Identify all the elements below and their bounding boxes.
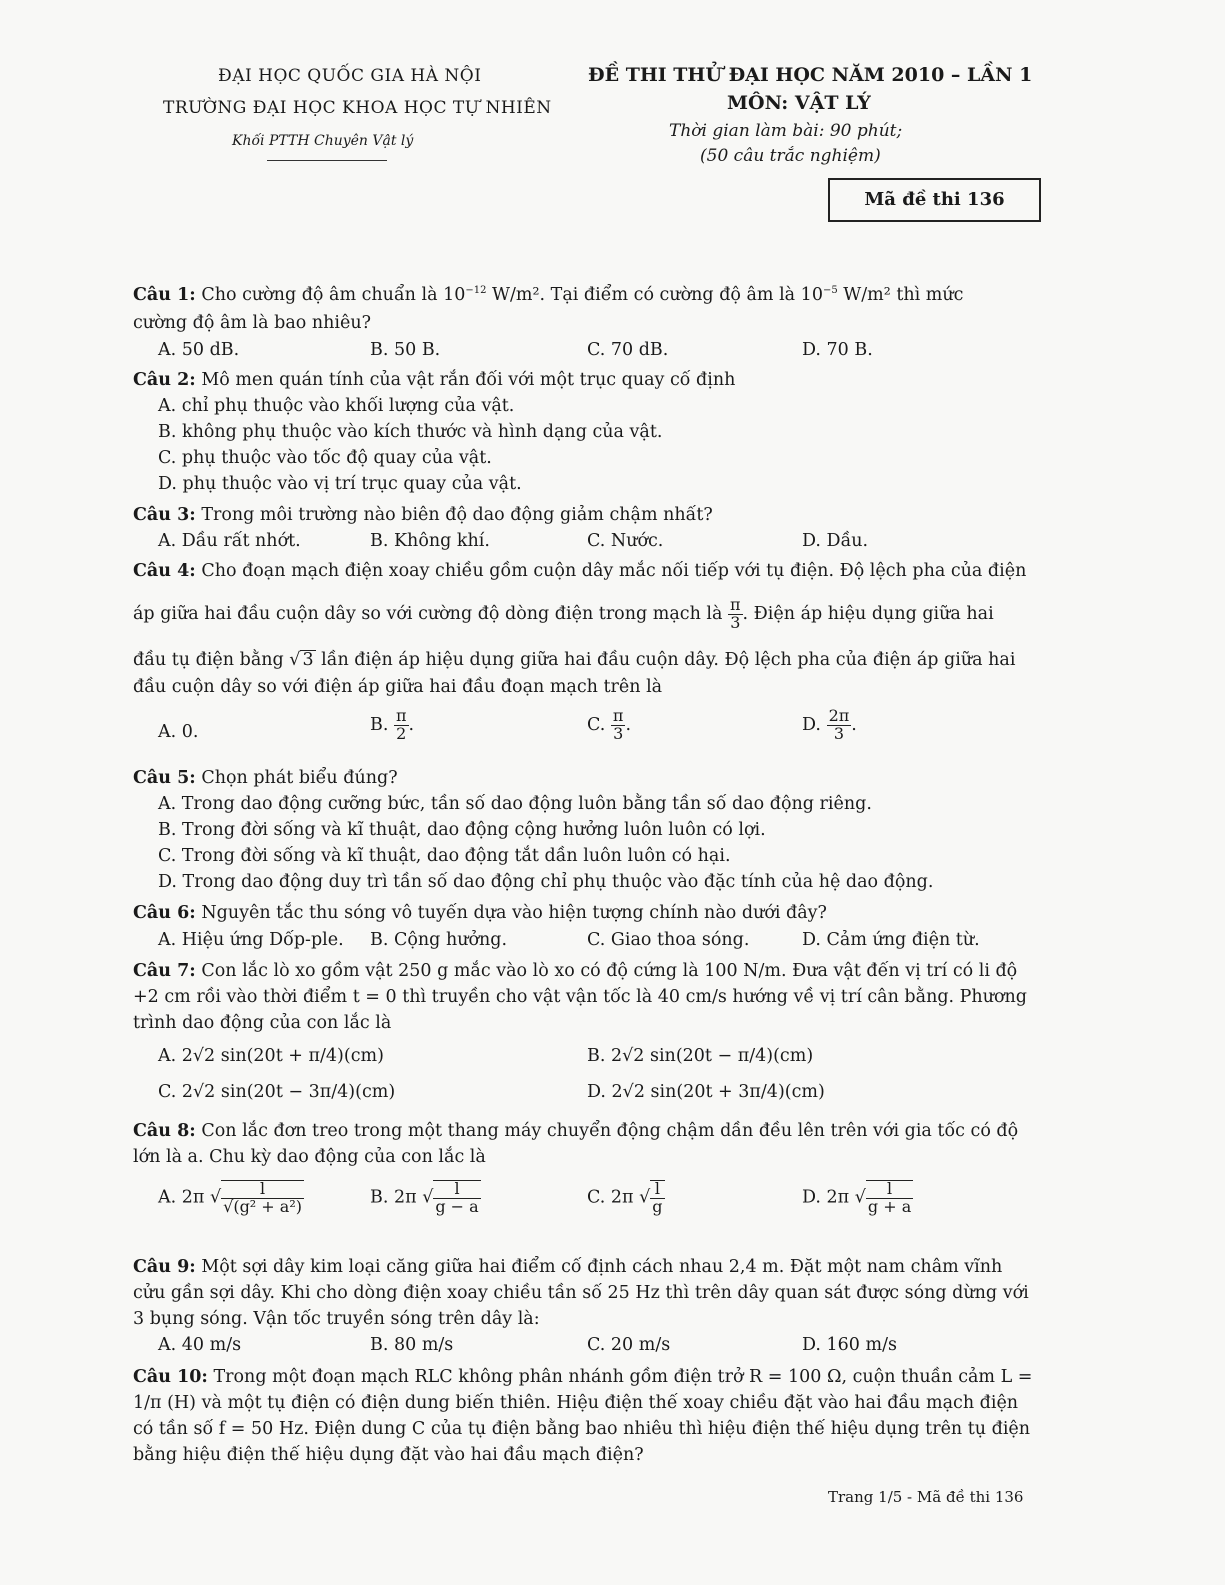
fraction: $\frac{\pi}{3}$ xyxy=(730,595,741,632)
q7-option-a: A. 2√2 sin(20t + π/4)(cm) xyxy=(158,1046,384,1066)
q8-option-b: B. 2π √ $\frac{l}{g - a}$ xyxy=(370,1179,479,1216)
q5-option-c: C. Trong đời sống và kĩ thuật, dao động tắt dần luôn luôn có hại. xyxy=(158,846,731,866)
question-4-line3: đầu tụ điện bằng √ 3 lần điện áp hiệu dụng giữa hai đầu cuộn dây. Độ lệch pha của điện áp giữa hai xyxy=(133,650,1016,670)
q5-option-a: A. Trong dao động cưỡng bức, tần số dao động luôn bằng tần số dao động riêng. xyxy=(158,794,872,814)
q6-option-c: C. Giao thoa sóng. xyxy=(587,930,750,950)
q1-option-d: D. 70 B. xyxy=(802,340,873,360)
question-6: Câu 6: Nguyên tắc thu sóng vô tuyến dựa vào hiện tượng chính nào dưới đây? xyxy=(133,903,827,923)
exam-question-count: (50 câu trắc nghiệm) xyxy=(700,146,881,166)
q6-option-b: B. Cộng hưởng. xyxy=(370,930,508,950)
q2-option-a: A. chỉ phụ thuộc vào khối lượng của vật. xyxy=(158,396,515,416)
question-label: Câu 1: xyxy=(133,285,196,305)
university-name: ĐẠI HỌC QUỐC GIA HÀ NỘI xyxy=(218,66,482,86)
q7-option-d: D. 2√2 sin(20t + 3π/4)(cm) xyxy=(587,1082,825,1102)
q7-option-b: B. 2√2 sin(20t − π/4)(cm) xyxy=(587,1046,814,1066)
exam-title: ĐỀ THI THỬ ĐẠI HỌC NĂM 2010 – LẦN 1 xyxy=(588,64,1033,86)
q9-option-a: A. 40 m/s xyxy=(158,1335,242,1355)
q6-option-d: D. Cảm ứng điện từ. xyxy=(802,930,980,950)
question-5: Câu 5: Chọn phát biểu đúng? xyxy=(133,768,398,788)
question-8-line2: lớn là a. Chu kỳ dao động của con lắc là xyxy=(133,1147,486,1167)
q1-option-a: A. 50 dB. xyxy=(158,340,240,360)
question-3: Câu 3: Trong môi trường nào biên độ dao động giảm chậm nhất? xyxy=(133,505,713,525)
q7-option-c: C. 2√2 sin(20t − 3π/4)(cm) xyxy=(158,1082,396,1102)
school-name: TRƯỜNG ĐẠI HỌC KHOA HỌC TỰ NHIÊN xyxy=(163,98,552,118)
q3-option-c: C. Nước. xyxy=(587,531,664,551)
question-10-line4: bằng hiệu điện thế hiệu dụng đặt vào hai đầu mạch điện? xyxy=(133,1445,644,1465)
question-10-line2: 1/π (H) và một tụ điện có điện dung biến thiên. Hiệu điện thế xoay chiều đặt vào hai đầu mạch điện xyxy=(133,1393,1019,1413)
q4-option-b: B. $\frac{\pi}{2}$ . xyxy=(370,706,415,743)
q2-option-d: D. phụ thuộc vào vị trí trục quay của vật. xyxy=(158,474,522,494)
q9-option-d: D. 160 m/s xyxy=(802,1335,897,1355)
q1-option-b: B. 50 B. xyxy=(370,340,441,360)
question-4: Câu 4: Cho đoạn mạch điện xoay chiều gồm cuộn dây mắc nối tiếp với tụ điện. Độ lệch pha của điện xyxy=(133,561,1027,581)
q3-option-a: A. Dầu rất nhớt. xyxy=(158,531,301,551)
exam-subject: MÔN: VẬT LÝ xyxy=(727,92,871,114)
division-name: Khối PTTH Chuyên Vật lý xyxy=(232,133,414,149)
exam-time: Thời gian làm bài: 90 phút; xyxy=(669,121,903,141)
q4-option-d: D. $\frac{2\pi}{3}$ . xyxy=(802,706,857,743)
question-7-line3: trình dao động của con lắc là xyxy=(133,1013,392,1033)
header-divider xyxy=(267,160,387,161)
q1-option-c: C. 70 dB. xyxy=(587,340,669,360)
q6-option-a: A. Hiệu ứng Dốp-ple. xyxy=(158,930,344,950)
q5-option-b: B. Trong đời sống và kĩ thuật, dao động cộng hưởng luôn luôn có lợi. xyxy=(158,820,766,840)
q3-option-d: D. Dầu. xyxy=(802,531,869,551)
question-10-line3: có tần số f = 50 Hz. Điện dung C của tụ điện bằng bao nhiêu thì hiệu điện thế hiệu dụng trên tụ điện xyxy=(133,1419,1031,1439)
q8-option-d: D. 2π √ $\frac{l}{g + a}$ xyxy=(802,1179,912,1216)
exam-code-box: Mã đề thi 136 xyxy=(828,178,1041,222)
question-2: Câu 2: Mô men quán tính của vật rắn đối với một trục quay cố định xyxy=(133,370,736,390)
question-4-line4: đầu cuộn dây so với điện áp giữa hai đầu đoạn mạch trên là xyxy=(133,677,663,697)
q5-option-d: D. Trong dao động duy trì tần số dao động chỉ phụ thuộc vào đặc tính của hệ dao động. xyxy=(158,872,934,892)
question-7-line2: +2 cm rồi vào thời điểm t = 0 thì truyền cho vật vận tốc là 40 cm/s hướng về vị trí cân bằng. Phương xyxy=(133,987,1027,1007)
question-9: Câu 9: Một sợi dây kim loại căng giữa hai điểm cố định cách nhau 2,4 m. Đặt một nam châm vĩnh xyxy=(133,1257,1003,1277)
q2-option-b: B. không phụ thuộc vào kích thước và hình dạng của vật. xyxy=(158,422,663,442)
question-7: Câu 7: Con lắc lò xo gồm vật 250 g mắc vào lò xo có độ cứng là 100 N/m. Đưa vật đến vị trí có li độ xyxy=(133,961,1018,981)
question-4-line2: áp giữa hai đầu cuộn dây so với cường độ dòng điện trong mạch là $\frac{\pi}{3}$ . Điện áp hiệu dụng giữa hai xyxy=(133,595,994,632)
question-1: Câu 1: Cho cường độ âm chuẩn là $10^{-12}$ W/m². Tại điểm có cường độ âm là $10^{-5}$ W/m² thì mức xyxy=(133,285,964,305)
q3-option-b: B. Không khí. xyxy=(370,531,490,551)
q2-option-c: C. phụ thuộc vào tốc độ quay của vật. xyxy=(158,448,492,468)
question-9-line3: 3 bụng sóng. Vận tốc truyền sóng trên dây là: xyxy=(133,1309,540,1329)
page-footer: Trang 1/5 - Mã đề thi 136 xyxy=(828,1488,1024,1506)
q8-option-c: C. 2π √ $\frac{l}{g}$ xyxy=(587,1179,663,1216)
q4-option-a: A. 0. xyxy=(158,722,199,742)
q9-option-b: B. 80 m/s xyxy=(370,1335,454,1355)
question-10: Câu 10: Trong một đoạn mạch RLC không phân nhánh gồm điện trở R = 100 Ω, cuộn thuần cảm L = xyxy=(133,1367,1033,1387)
question-9-line2: cửu gần sợi dây. Khi cho dòng điện xoay chiều tần số 25 Hz thì trên dây quan sát được sóng dừng với xyxy=(133,1283,1029,1303)
q4-option-c: C. $\frac{\pi}{3}$ . xyxy=(587,706,632,743)
q9-option-c: C. 20 m/s xyxy=(587,1335,671,1355)
q8-option-a: A. 2π √ $\frac{l}{\text{√(g² + a²)}}$ xyxy=(158,1179,302,1216)
question-8: Câu 8: Con lắc đơn treo trong một thang máy chuyển động chậm dần đều lên trên với gia tốc có độ xyxy=(133,1121,1019,1141)
question-1-line2: cường độ âm là bao nhiêu? xyxy=(133,313,372,333)
